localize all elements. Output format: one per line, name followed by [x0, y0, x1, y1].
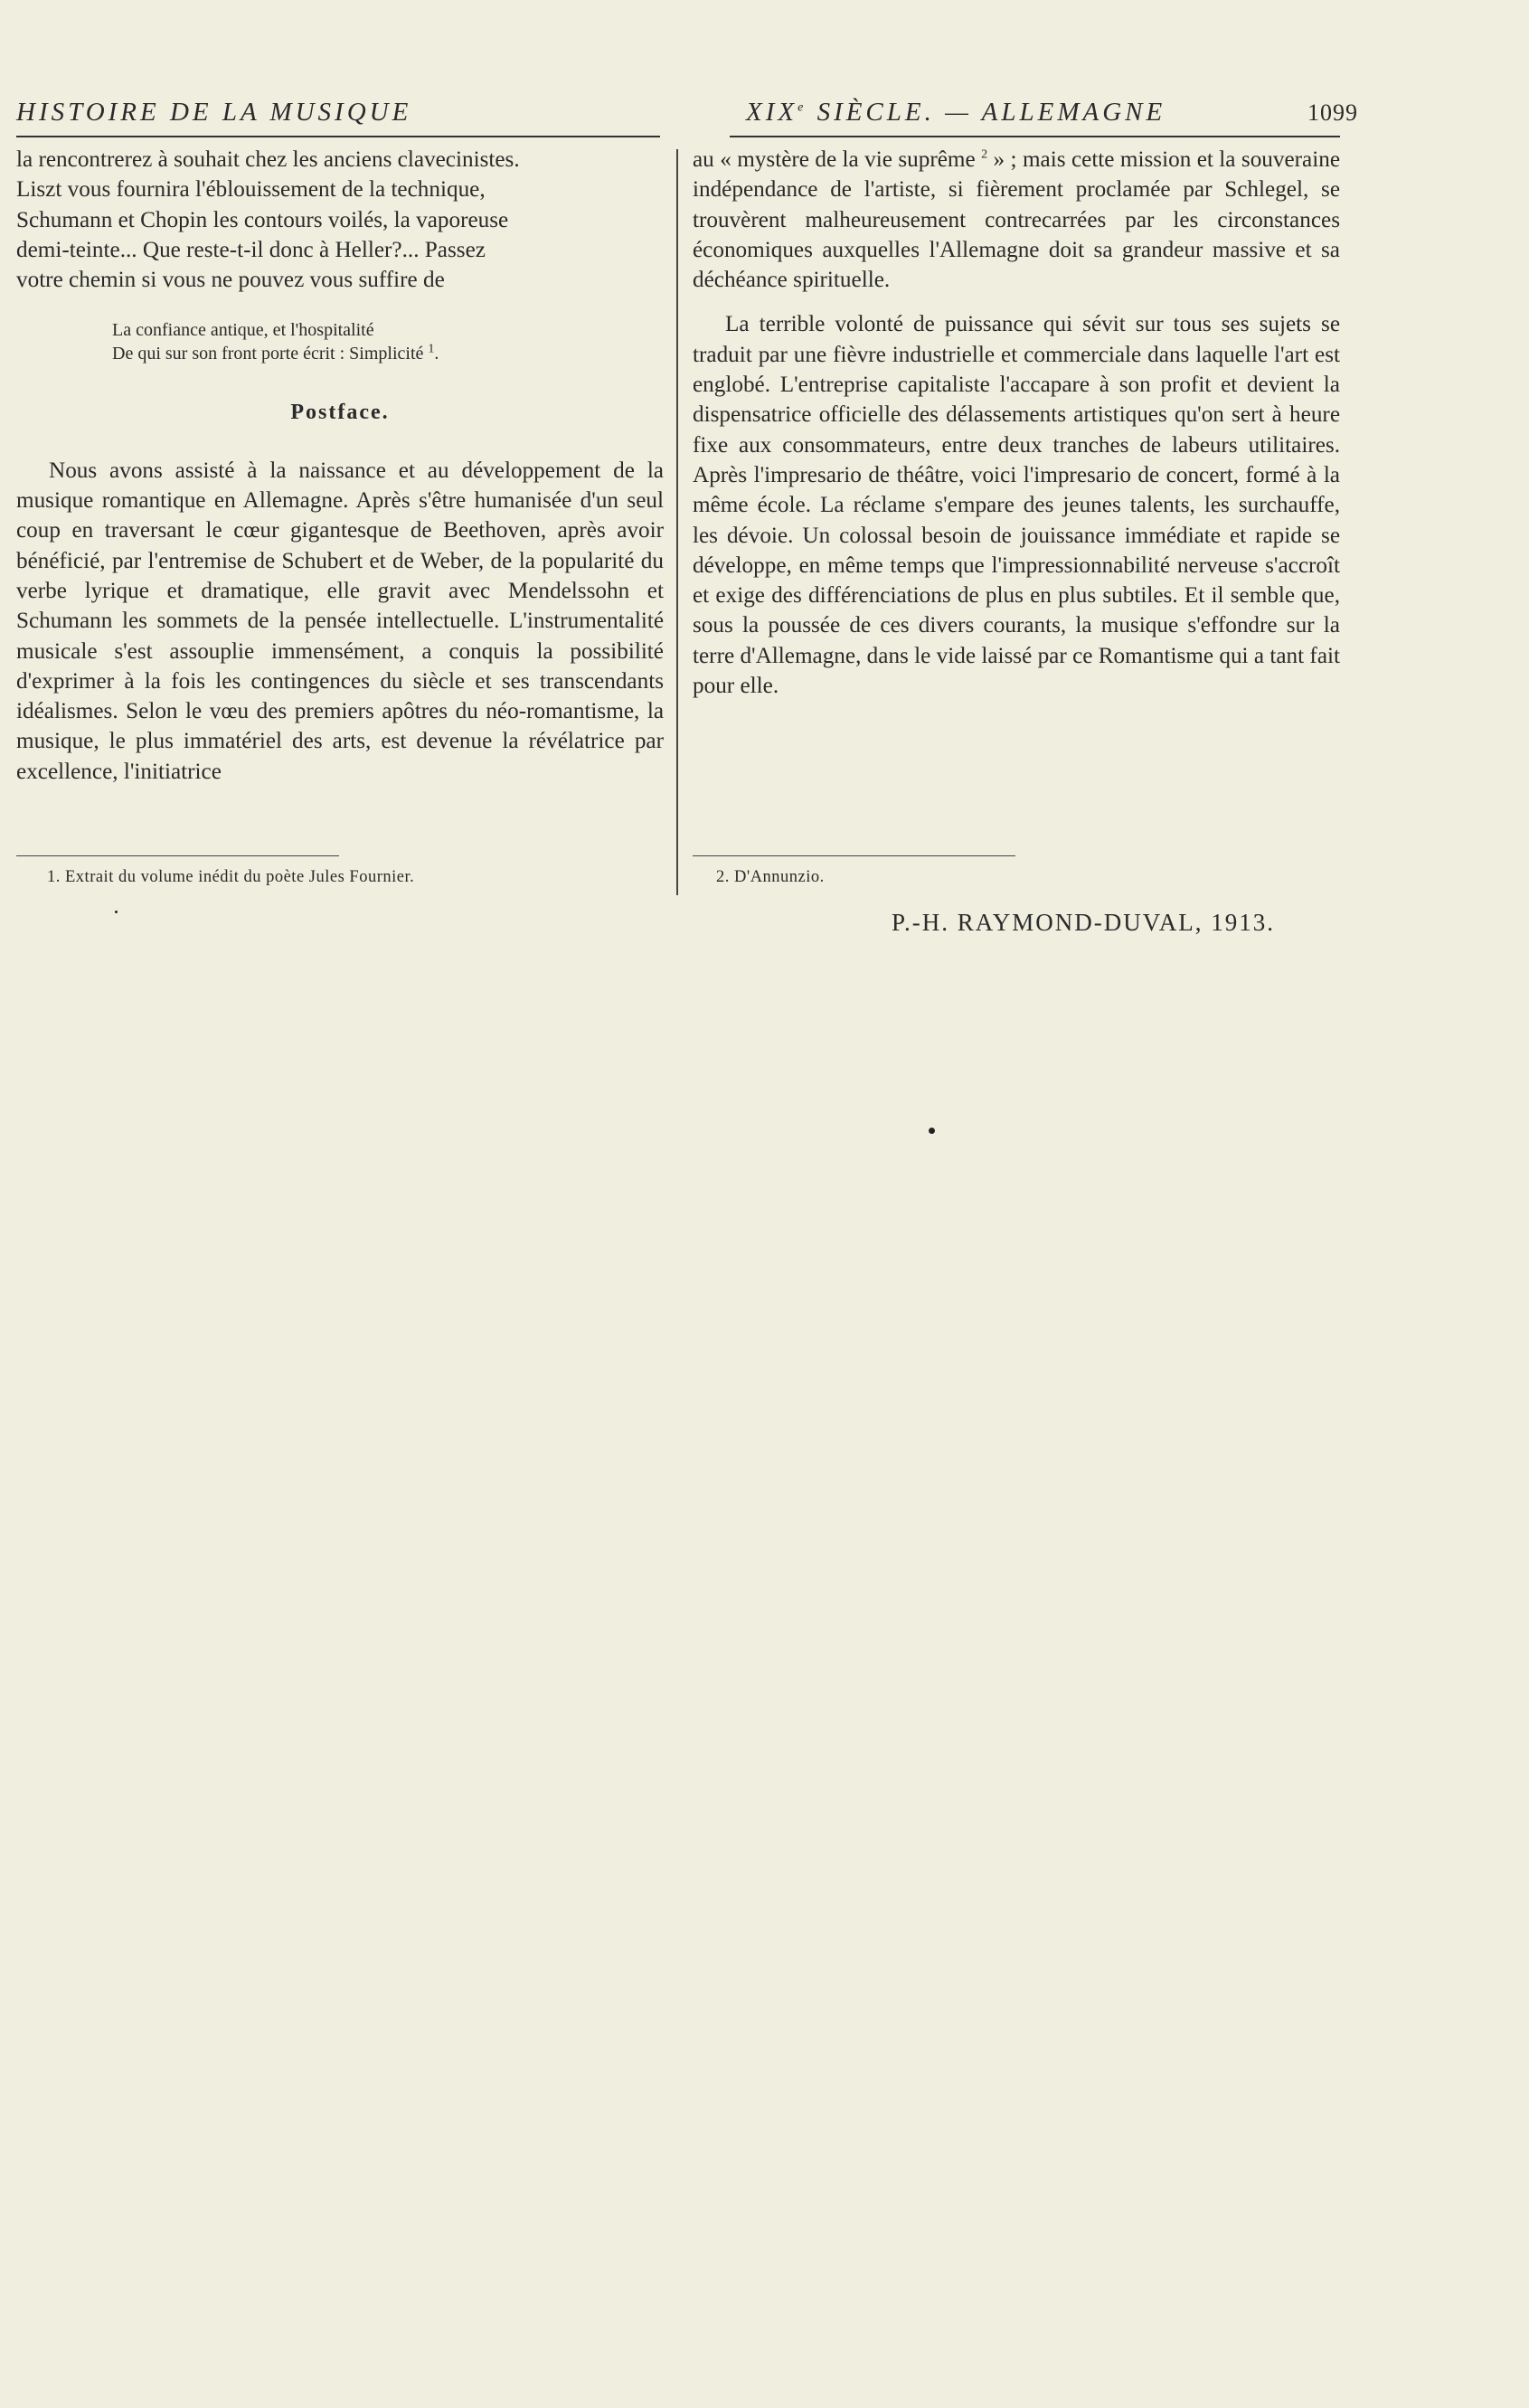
running-head-title: HISTOIRE DE LA MUSIQUE — [16, 98, 412, 127]
running-head-section-roman: XIX — [746, 98, 798, 127]
continuation-paragraph — [693, 145, 1340, 295]
verse-line-1: La confiance antique, et l'hospitalité — [112, 320, 374, 341]
print-speck — [929, 1128, 935, 1134]
running-head-section-sup: e — [798, 100, 807, 115]
verse-quotation — [112, 318, 664, 365]
author-signature: P.-H. RAYMOND-DUVAL, 1913. — [892, 909, 1276, 936]
page-number: 1099 — [1307, 99, 1358, 126]
opening-line-4: demi-teinte... Que reste-t-il donc à Heller?... Passez — [16, 237, 486, 262]
running-head-section-rest: SIÈCLE. — ALLEMAGNE — [807, 98, 1166, 127]
footnote-marker-2: 2 — [981, 147, 988, 162]
right-column — [693, 145, 1340, 701]
header-rule-left — [16, 136, 660, 137]
paragraph-gap — [693, 295, 1340, 309]
continuation-rest: » ; mais cette mission et la souveraine indépendance de l'artiste, si fièrement proclamée par Schlegel, se trouvèrent malheureusement contrecarrées par les circonstances économiques auxquelles l'Allemagne doit sa grandeur massive et sa déchéance spirituelle. — [693, 147, 1341, 293]
opening-line-5: votre chemin si vous ne pouvez vous suffire de — [16, 268, 445, 293]
footnote-marker-1: 1 — [428, 342, 435, 356]
footnote-rule-left — [16, 855, 339, 856]
continuation-start: au « mystère de la vie suprême — [693, 147, 976, 172]
running-head-section — [746, 98, 1166, 127]
footnote-rule-right — [693, 855, 1015, 856]
left-column — [16, 145, 664, 787]
postface-paragraph: Nous avons assisté à la naissance et au développement de la musique romantique en Allemagne. Après s'être humanisée d'un seul coup en traversant le cœur gigantesque de Beethoven, après avoir bénéficié, par l'entremise de Schubert et de Weber, de la popularité du verbe lyrique et dramatique, elle gravit avec Mendelssohn et Schumann les sommets de la pensée intellectuelle. L'instrumentalité musicale s'est assouplie immensément, a conquis la possibilité d'exprimer à la fois les contingences du siècle et ses transcendants idéalismes. Selon le vœu des premiers apôtres du néo-romantisme, la musique, le plus immatériel des arts, est devenue la révélatrice par excellence, l'initiatrice — [16, 458, 664, 784]
opening-line-3: Schumann et Chopin les contours voilés, la vaporeuse — [16, 207, 509, 232]
print-speck — [115, 911, 118, 913]
column-divider — [676, 149, 678, 895]
running-head — [16, 98, 1358, 134]
opening-line-1: la rencontrerez à souhait chez les anciens clavecinistes. — [16, 147, 520, 172]
paragraph-2: La terrible volonté de puissance qui sévit sur tous ses sujets se traduit par une fièvre industrielle et commerciale dans laquelle l'art est englobé. L'entreprise capitaliste l'accapare à son profit et devient la dispensatrice officielle des délassements artistiques qu'on sert à heure fixe aux consommateurs, entre deux tranches de labeurs utilitaires. Après l'impresario de théâtre, voici l'impresario de concert, formé à la même école. La réclame s'empare des jeunes talents, les surchauffe, les dévoie. Un colossal besoin de jouissance immédiate et rapide se développe, en même temps que l'impressionnabilité nerveuse s'accroît et exige des différenciations de plus en plus subtiles. Et il semble que, sous la poussée de ces divers courants, la musique s'effondre sur la terre d'Allemagne, dans le vide laissé par ce Romantisme qui a tant fait pour elle. — [693, 312, 1340, 699]
footnote-1: 1. Extrait du volume inédit du poète Jules Fournier. — [47, 868, 415, 886]
section-heading-postface: Postface. — [290, 401, 390, 425]
opening-line-2: Liszt vous fournira l'éblouissement de la technique, — [16, 177, 486, 203]
verse-line-2: De qui sur son front porte écrit : Simplicité — [112, 344, 424, 364]
verse-line-2-wrapper: De qui sur son front porte écrit : Simplicité $^1$. — [112, 342, 439, 364]
header-rule-right — [730, 136, 1340, 137]
footnote-2: 2. D'Annunzio. — [716, 868, 825, 886]
